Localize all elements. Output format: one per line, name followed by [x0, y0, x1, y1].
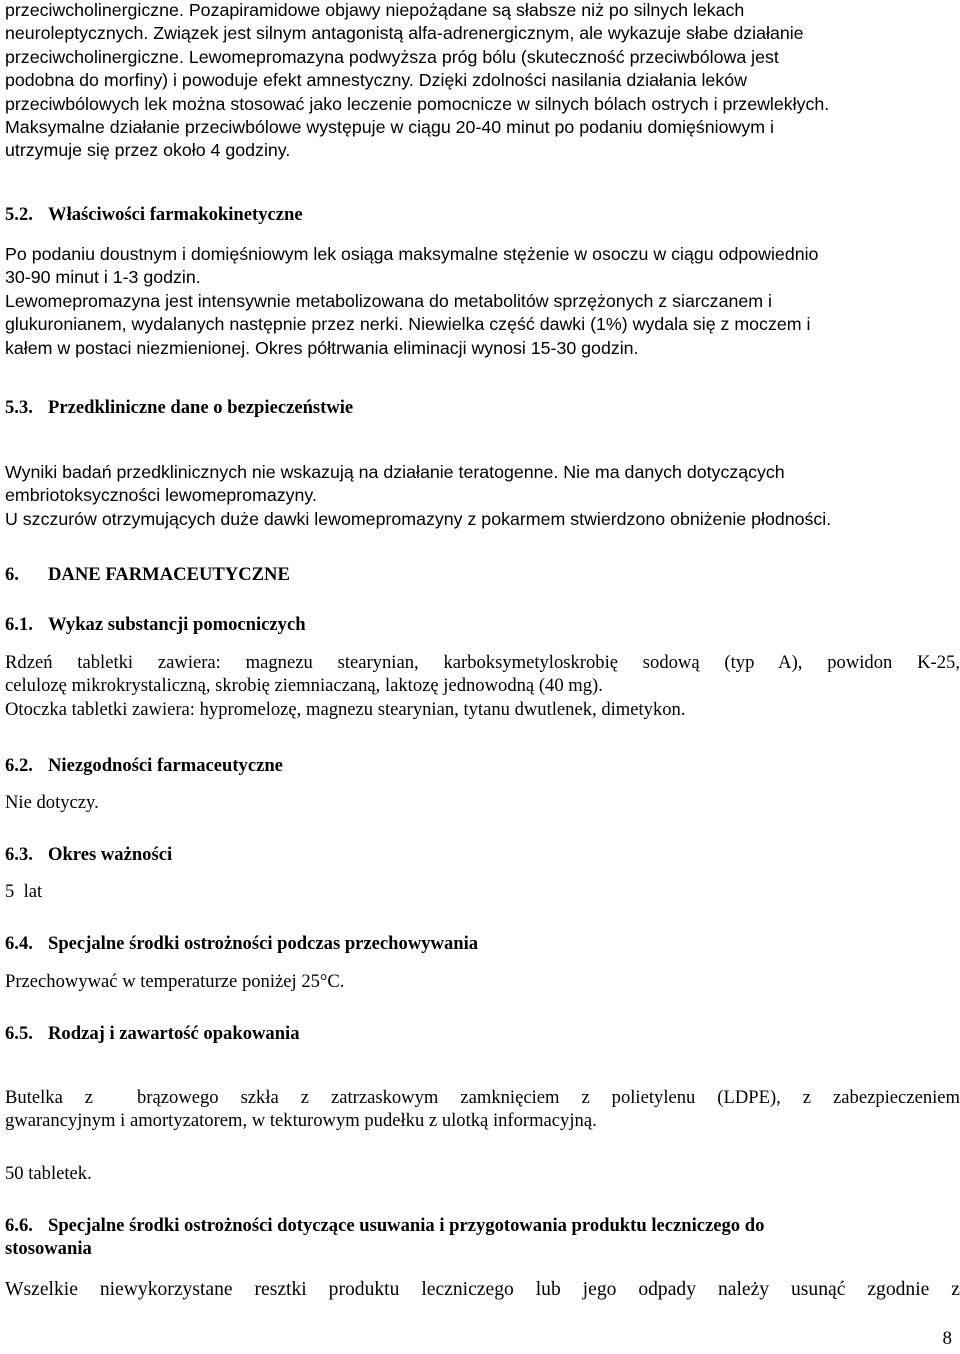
section-number: 6. [5, 564, 19, 585]
body-line: U szczurów otrzymujących duże dawki lewomepromazyny z pokarmem stwierdzono obniżenie płodności. [5, 508, 832, 529]
intro-line: przeciwcholinergiczne. Pozapiramidowe objawy niepożądane są słabsze niż po silnych lekach [5, 0, 745, 20]
intro-line: utrzymuje się przez około 4 godziny. [5, 140, 291, 161]
section-6-heading [5, 563, 960, 586]
body-line: 50 tabletek. [5, 1163, 92, 1184]
section-6-2-body [5, 791, 960, 814]
section-6-2-heading [5, 754, 960, 777]
section-6-5-heading [5, 1022, 960, 1045]
section-6-1-heading [5, 613, 960, 636]
page-number: 8 [942, 1328, 952, 1349]
section-6-6-body [5, 1278, 960, 1301]
package-count [5, 1162, 960, 1185]
intro-line: podobna do morfiny) i powoduje efekt amnestyczny. Dzięki zdolności nasilania działania leków [5, 70, 747, 91]
section-6-4-heading [5, 932, 960, 955]
section-title: Przedkliniczne dane o bezpieczeństwie [48, 397, 354, 418]
section-title: Wykaz substancji pomocniczych [48, 614, 306, 635]
intro-line: przeciwbólowych lek można stosować jako leczenie pomocnicze w silnych bólach ostrych i przewlekłych. [5, 93, 830, 114]
body-line: Wszelkie niewykorzystane resztki produktu leczniczego lub jego odpady należy usunąć zgodnie z [5, 1279, 960, 1300]
body-line: Lewomepromazyna jest intensywnie metabolizowana do metabolitów sprzężonych z siarczanem i [5, 290, 772, 311]
section-6-4-body [5, 970, 960, 993]
intro-line: neuroleptycznych. Związek jest silnym antagonistą alfa-adrenergicznym, ale wykazuje słabe działanie [5, 23, 804, 44]
section-number: 6.1. [5, 614, 33, 635]
section-5-2-heading [5, 203, 960, 226]
section-6-3-heading [5, 843, 960, 866]
body-line: kałem w postaci niezmienionej. Okres półtrwania eliminacji wynosi 15-30 godzin. [5, 337, 639, 358]
body-line: Nie dotyczy. [5, 792, 99, 813]
section-5-3-heading [5, 396, 960, 419]
section-6-6-heading [5, 1214, 960, 1261]
body-line: gwarancyjnym i amortyzatorem, w tekturowym pudełku z ulotką informacyjną. [5, 1110, 597, 1132]
body-line: Przechowywać w temperaturze poniżej 25°C. [5, 971, 345, 992]
section-5-2-body [5, 243, 960, 360]
body-line: celulozę mikrokrystaliczną, skrobię ziemniaczaną, laktozę jednowodną (40 mg). [5, 675, 603, 697]
section-6-5-body [5, 1086, 960, 1133]
intro-line: Maksymalne działanie przeciwbólowe występuje w ciągu 20-40 minut po podaniu domięśniowym i [5, 117, 774, 138]
body-line: Butelka z brązowego szkła z zatrzaskowym zamknięciem z polietylenu (LDPE), z zabezpieczeniem [5, 1087, 960, 1108]
section-number: 5.3. [5, 397, 33, 418]
section-number: 6.5. [5, 1023, 33, 1044]
section-title: Niezgodności farmaceutyczne [48, 755, 283, 776]
section-title-continuation: stosowania [5, 1238, 92, 1260]
section-title: DANE FARMACEUTYCZNE [48, 564, 290, 585]
section-5-3-body [5, 461, 960, 531]
section-number: 6.4. [5, 933, 33, 954]
body-line: 5 lat [5, 881, 43, 902]
section-number: 6.6. [5, 1215, 33, 1236]
intro-line: przeciwcholinergiczne. Lewomepromazyna podwyższa próg bólu (skuteczność przeciwbólowa jest [5, 46, 779, 67]
body-line: embriotoksyczności lewomepromazyny. [5, 485, 317, 506]
body-line: Rdzeń tabletki zawiera: magnezu stearynian, karboksymetyloskrobię sodową (typ A), powidon K-25, [5, 652, 960, 673]
body-line: Otoczka tabletki zawiera: hypromelozę, magnezu stearynian, tytanu dwutlenek, dimetykon. [5, 698, 686, 720]
section-6-1-body [5, 651, 960, 721]
section-title: Rodzaj i zawartość opakowania [48, 1023, 300, 1044]
section-number: 6.2. [5, 755, 33, 776]
section-title: Specjalne środki ostrożności podczas przechowywania [48, 933, 479, 954]
body-line: glukuronianem, wydalanych następnie przez nerki. Niewielka część dawki (1%) wydala się z moczem i [5, 314, 811, 335]
body-line: Po podaniu doustnym i domięśniowym lek osiąga maksymalne stężenie w osoczu w ciągu odpowiednio [5, 244, 819, 264]
intro-paragraph [5, 0, 960, 163]
body-line: 30-90 minut i 1-3 godzin. [5, 267, 201, 288]
section-title: Okres ważności [48, 844, 173, 865]
section-number: 6.3. [5, 844, 33, 865]
section-number: 5.2. [5, 204, 33, 225]
body-line: Wyniki badań przedklinicznych nie wskazują na działanie teratogenne. Nie ma danych dotyczących [5, 462, 785, 482]
section-title: Specjalne środki ostrożności dotyczące usuwania i przygotowania produktu leczniczego do [48, 1215, 765, 1236]
section-title: Właściwości farmakokinetyczne [48, 204, 303, 225]
section-6-3-body [5, 880, 960, 903]
